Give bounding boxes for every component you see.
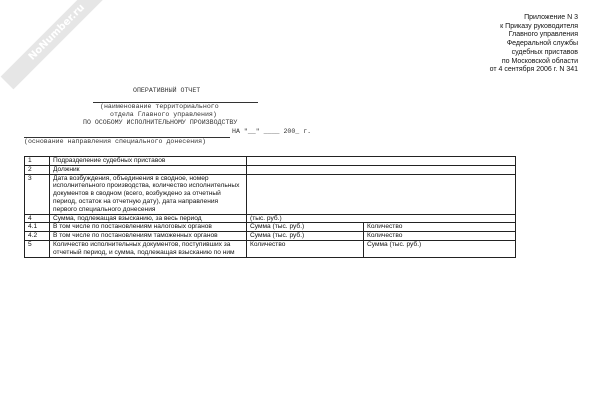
value-cell[interactable]: Сумма (тыс. руб.) — [247, 223, 364, 232]
report-date: НА "__" ____ 200_ г. — [232, 128, 312, 135]
appendix-line: судебных приставов — [511, 48, 578, 56]
appendix-line: по Московской области — [501, 57, 578, 65]
row-label: Сумма, подлежащая взысканию, за весь период — [50, 214, 247, 223]
appendix-line: Федеральной службы — [506, 40, 578, 48]
watermark: NoNumber.ru — [1, 0, 106, 89]
row-label: Должник — [50, 165, 247, 174]
value-cell[interactable]: Количество — [364, 232, 516, 241]
appendix-block — [490, 14, 578, 75]
report-title: ОПЕРАТИВНЫЙ ОТЧЕТ — [133, 87, 201, 94]
value-cell[interactable] — [247, 165, 516, 174]
table-row — [25, 174, 516, 214]
row-label: Дата возбуждения, объединения в сводное, номер исполнительного производства, количество исполнительных документов в сводном (всего, возбуждено за отчетный период, остаток на отчетную дату), дата направления первого специального донесения — [50, 174, 247, 214]
value-cell[interactable] — [247, 174, 516, 214]
appendix-line: к Приказу руководителя — [500, 22, 578, 30]
table-row — [25, 232, 516, 241]
table-row — [25, 165, 516, 174]
row-label: Количество исполнительных документов, поступивших за отчетный период, и сумма, подлежащая взысканию по ним — [50, 240, 247, 257]
row-number: 4.2 — [25, 232, 50, 241]
row-number: 4 — [25, 214, 50, 223]
appendix-line: от 4 сентября 2006 г. N 341 — [489, 66, 578, 74]
appendix-line: Приложение N 3 — [524, 14, 578, 21]
table-row — [25, 157, 516, 166]
value-cell[interactable]: Сумма (тыс. руб.) — [364, 240, 516, 257]
value-cell[interactable]: Сумма (тыс. руб.) — [247, 232, 364, 241]
value-cell[interactable]: Количество — [364, 223, 516, 232]
basis-caption: (основание направления специального донесения) — [24, 138, 207, 145]
report-table — [24, 156, 516, 258]
row-label: Подразделение судебных приставов — [50, 157, 247, 166]
table-row — [25, 214, 516, 223]
row-number: 3 — [25, 174, 50, 214]
row-number: 4.1 — [25, 223, 50, 232]
report-subtitle: ПО ОСОБОМУ ИСПОЛНИТЕЛЬНОМУ ПРОИЗВОДСТВУ — [83, 119, 238, 126]
row-number: 5 — [25, 240, 50, 257]
row-number: 2 — [25, 165, 50, 174]
table-row — [25, 223, 516, 232]
table-row — [25, 240, 516, 257]
appendix-line: Главного управления — [508, 31, 578, 39]
org-name-caption-2: отдела Главного управления) — [110, 111, 217, 118]
value-cell[interactable]: Количество — [247, 240, 364, 257]
row-label: В том числе по постановлениям таможенных органов — [50, 232, 247, 241]
value-cell[interactable] — [247, 157, 516, 166]
org-name-caption: (наименование территориального — [100, 103, 219, 110]
row-label: В том числе по постановлениям налоговых органов — [50, 223, 247, 232]
row-number: 1 — [25, 157, 50, 166]
value-cell[interactable]: (тыс. руб.) — [247, 214, 516, 223]
